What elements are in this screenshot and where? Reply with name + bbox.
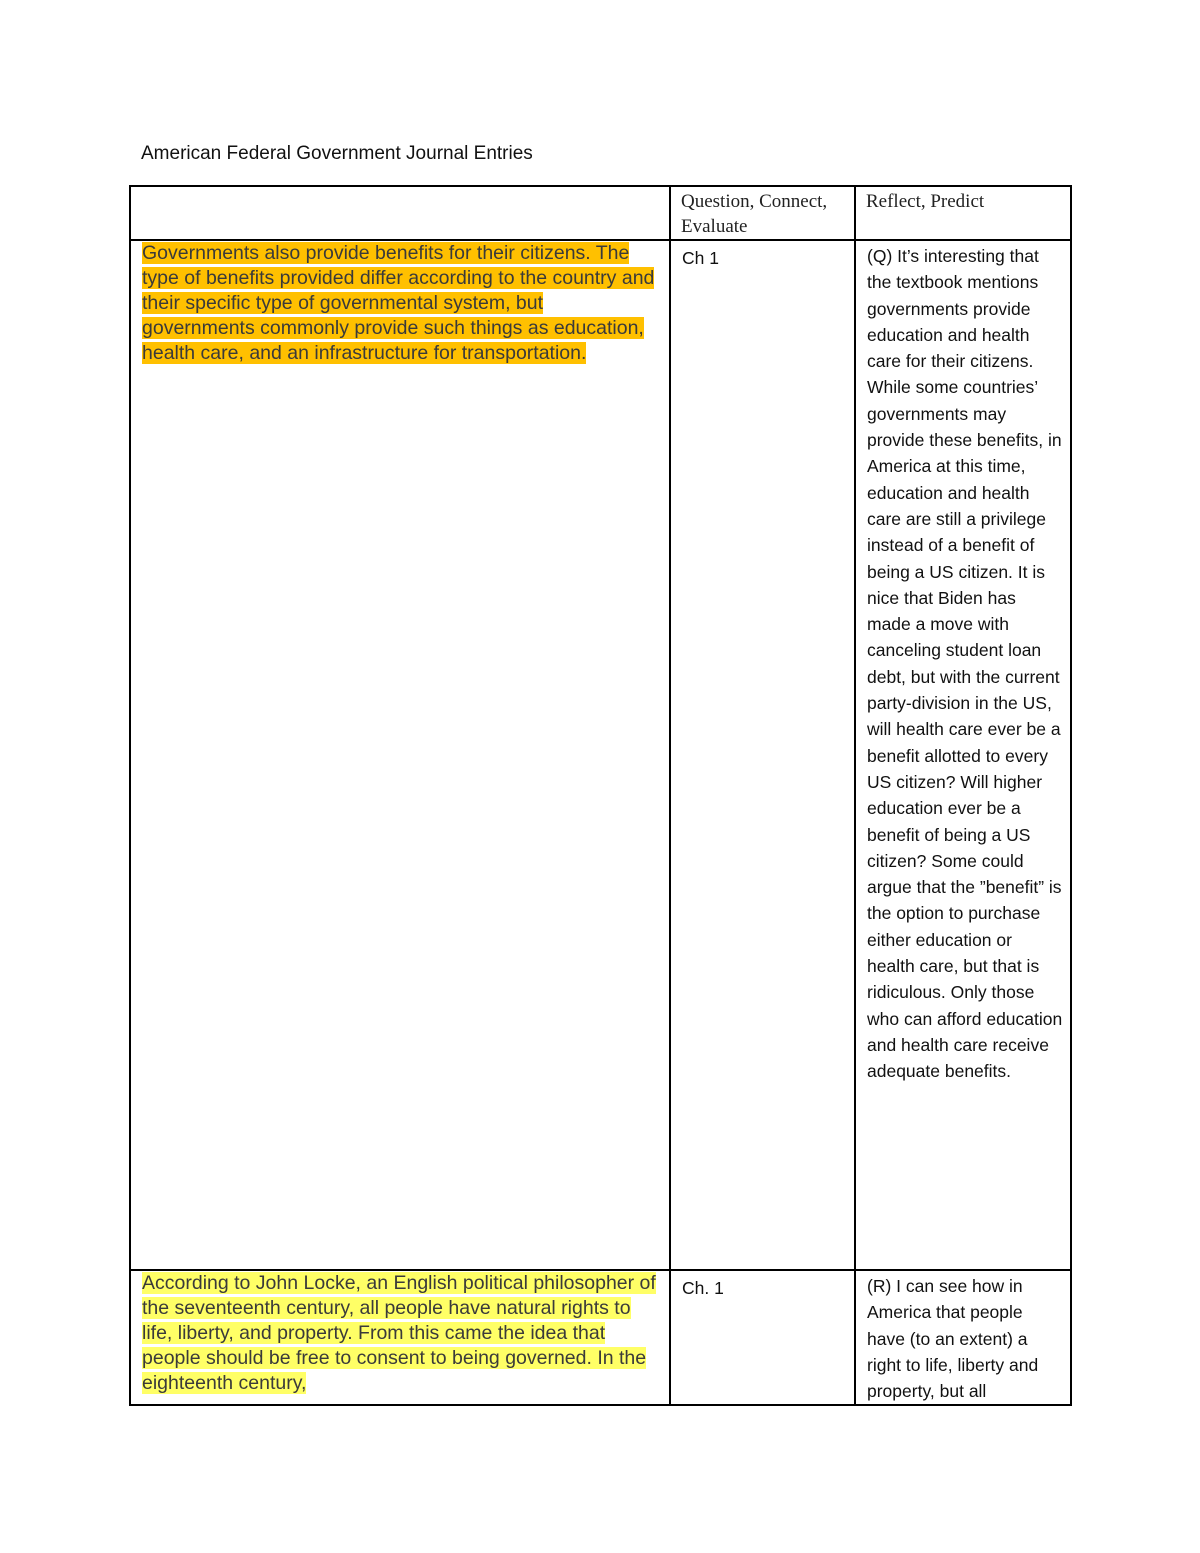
excerpt-text-block (131, 1271, 669, 1396)
header-cell-reflect (855, 186, 1071, 240)
highlighted-excerpt: Governments also provide benefits for their citizens. The type of benefits provided differ according to the country and their specific type of governmental system, but governments commonly provide such things as education, health care, and an infrastructure for transportation. (142, 242, 655, 364)
reflection-text: (R) I can see how in America that people have (to an extent) a right to life, liberty and property, but all (867, 1276, 1039, 1402)
header-cell-question (670, 186, 855, 240)
chapter-cell (670, 240, 855, 1270)
reflection-cell (855, 240, 1071, 1270)
reflection-cell (855, 1270, 1071, 1405)
table-header-row (130, 186, 1071, 240)
header-reflect-label: Reflect, Predict (866, 191, 985, 212)
excerpt-text-block (131, 241, 669, 366)
highlighted-excerpt: According to John Locke, an English political philosopher of the seventeenth century, all people have natural rights to life, liberty, and property. From this came the idea that people should be free to consent to being governed. In the eighteenth century, (142, 1272, 656, 1394)
chapter-label: Ch. 1 (682, 1278, 724, 1298)
chapter-label: Ch 1 (682, 248, 719, 268)
excerpt-cell (130, 240, 670, 1270)
chapter-cell (670, 1270, 855, 1405)
header-excerpt-label (131, 187, 669, 189)
document-title: American Federal Government Journal Entries (141, 143, 533, 164)
header-cell-excerpt (130, 186, 670, 240)
reflection-text: (Q) It’s interesting that the textbook mentions governments provide education and health care for their citizens. While some countries’ governments may provide these benefits, in America at this time, education and health care are still a privilege instead of a benefit of being a US citizen. It is nice that Biden has made a move with canceling student loan debt, but with the current party-division in the US, will health care ever be a benefit allotted to every US citizen? Will higher education ever be a benefit of being a US citizen? Some could argue that the ”benefit” is the option to purchase either education or health care, but that is ridiculous. Only those who can afford education and health care receive adequate benefits. (867, 246, 1063, 1082)
table-row (130, 1270, 1071, 1405)
table-row (130, 240, 1071, 1270)
header-question-label: Question, Connect, Evaluate (681, 191, 828, 237)
journal-table (129, 185, 1072, 1406)
excerpt-cell (130, 1270, 670, 1405)
